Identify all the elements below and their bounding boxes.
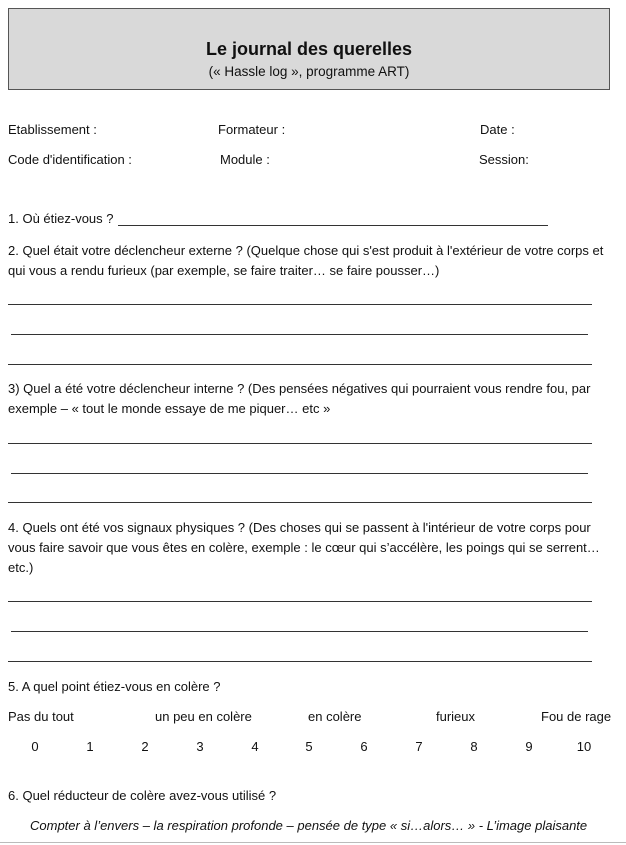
page-subtitle: (« Hassle log », programme ART) [208, 64, 410, 79]
answer-line-q4-3[interactable] [8, 661, 592, 662]
date-label: Date : [480, 122, 515, 137]
formateur-label: Formateur : [218, 122, 286, 137]
answer-line-q4-2[interactable] [11, 631, 588, 632]
scale-number-2[interactable]: 2 [141, 739, 149, 754]
scale-number-8[interactable]: 8 [470, 739, 478, 754]
question-5: 5. A quel point étiez-vous en colère ? [8, 679, 221, 694]
session-label: Session: [479, 152, 529, 167]
answer-line-q3-3[interactable] [8, 502, 592, 503]
scale-label-2: en colère [308, 709, 362, 724]
scale-number-9[interactable]: 9 [525, 739, 533, 754]
scale-number-10[interactable]: 10 [576, 739, 592, 754]
scale-number-1[interactable]: 1 [86, 739, 94, 754]
scale-number-0[interactable]: 0 [31, 739, 39, 754]
title-box [8, 8, 610, 90]
scale-number-4[interactable]: 4 [251, 739, 259, 754]
answer-line-q2-3[interactable] [8, 364, 592, 365]
module-label: Module : [220, 152, 270, 167]
page-title: Le journal des querelles [205, 39, 413, 59]
page-bottom-edge [0, 842, 626, 843]
answer-line-q3-1[interactable] [8, 443, 592, 444]
answer-line-q1[interactable] [118, 225, 548, 226]
answer-line-q2-1[interactable] [8, 304, 592, 305]
scale-label-1: un peu en colère [155, 709, 252, 724]
scale-label-0: Pas du tout [8, 709, 74, 724]
scale-number-3[interactable]: 3 [196, 739, 204, 754]
etablissement-label: Etablissement : [8, 122, 97, 137]
scale-number-6[interactable]: 6 [360, 739, 368, 754]
reducer-options: Compter à l’envers – la respiration profonde – pensée de type « si…alors… » - L’image plaisante [30, 818, 588, 833]
answer-line-q3-2[interactable] [11, 473, 588, 474]
code-label: Code d'identification : [8, 152, 132, 167]
question-2: 2. Quel était votre déclencheur externe ? (Quelque chose qui s'est produit à l'extérieur de votre corps et qui vous a rendu furieux (par exemple, se faire traiter… se faire pousser…) [8, 243, 604, 278]
scale-number-7[interactable]: 7 [415, 739, 423, 754]
question-6: 6. Quel réducteur de colère avez-vous utilisé ? [8, 788, 277, 803]
scale-label-3: furieux [436, 709, 476, 724]
answer-line-q2-2[interactable] [11, 334, 588, 335]
question-3: 3) Quel a été votre déclencheur interne ? (Des pensées négatives qui pourraient vous rendre fou, par exemple – « tout le monde essaye de me piquer… etc » [8, 381, 591, 416]
scale-number-5[interactable]: 5 [305, 739, 313, 754]
answer-line-q4-1[interactable] [8, 601, 592, 602]
scale-label-4: Fou de rage [541, 709, 612, 724]
question-1: 1. Où étiez-vous ? [8, 211, 114, 226]
question-4: 4. Quels ont été vos signaux physiques ? (Des choses qui se passent à l'intérieur de votre corps pour vous faire savoir que vous êtes en colère, exemple : le cœur qui s’accélère, les poings qui se serrent… etc.) [8, 520, 600, 575]
